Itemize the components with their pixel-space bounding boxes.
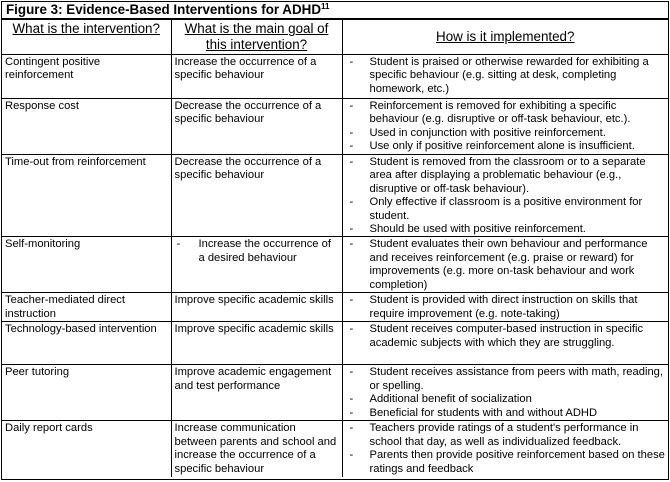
implementation-item: - Reinforcement is removed for exhibiting a specific behaviour (e.g. disruptive or off-task behaviour, etc.). (346, 100, 666, 127)
implementation-list (346, 323, 666, 350)
goal-cell: Decrease the occurrence of a specific behaviour (171, 155, 342, 237)
header-intervention: What is the intervention? (2, 20, 171, 55)
implementation-list (346, 238, 666, 292)
intervention-cell: Time-out from reinforcement (2, 155, 171, 237)
table-row (2, 99, 668, 155)
implementation-list (346, 294, 666, 321)
implementation-item: - Student receives assistance from peers with math, reading, or spelling. (346, 366, 666, 393)
implementation-item: - Student is removed from the classroom or to a separate area after displaying a problematic behaviour (e.g., disruptive or off-task behaviour). (346, 156, 666, 196)
implementation-cell (342, 99, 668, 155)
goal-cell: Increase communication between parents and school and increase the occurrence of a specific behaviour (171, 421, 342, 477)
implementation-list (346, 366, 666, 420)
implementation-item: - Student receives computer-based instruction in specific academic subjects with which they are struggling. (346, 323, 666, 350)
table-row (2, 421, 668, 477)
goal-cell: Increase the occurrence of a specific behaviour (171, 55, 342, 99)
table-row (2, 55, 668, 99)
intervention-cell: Response cost (2, 99, 171, 155)
implementation-item: - Use only if positive reinforcement alone is insufficient. (346, 140, 666, 153)
table-row (2, 365, 668, 421)
implementation-item: - Student is praised or otherwise rewarded for exhibiting a specific behaviour (e.g. sitting at desk, completing homework, etc.) (346, 56, 666, 96)
table-row (2, 155, 668, 237)
table-row (2, 322, 668, 365)
table-row (2, 293, 668, 322)
implementation-list (346, 156, 666, 236)
intervention-cell: Self-monitoring (2, 237, 171, 293)
goal-cell: Improve academic engagement and test performance (171, 365, 342, 421)
implementation-cell (342, 237, 668, 293)
implementation-cell (342, 293, 668, 322)
implementation-item: - Only effective if classroom is a positive environment for student. (346, 196, 666, 223)
intervention-cell: Technology-based intervention (2, 322, 171, 365)
implementation-item: - Student is provided with direct instruction on skills that require improvement (e.g. note-taking) (346, 294, 666, 321)
intervention-cell: Peer tutoring (2, 365, 171, 421)
implementation-list (346, 422, 666, 476)
header-implementation: How is it implemented? (342, 20, 668, 55)
figure-title-text: Figure 3: Evidence-Based Interventions for ADHD (6, 2, 321, 17)
implementation-list (346, 100, 666, 154)
implementation-item: - Beneficial for students with and without ADHD (346, 407, 666, 420)
goal-cell: Improve specific academic skills (171, 293, 342, 322)
table-row (2, 237, 668, 293)
implementation-item: - Parents then provide positive reinforcement based on these ratings and feedback (346, 449, 666, 476)
figure-title-reference: 11 (321, 2, 330, 11)
table-body (2, 55, 668, 477)
interventions-table (2, 19, 668, 477)
implementation-cell (342, 421, 668, 477)
table-header-row (2, 20, 668, 55)
goal-text: Increase the occurrence of a desired behaviour (198, 238, 331, 264)
implementation-cell (342, 365, 668, 421)
implementation-item: - Teachers provide ratings of a student's performance in school that day, as well as individualized feedback. (346, 422, 666, 449)
goal-cell: Improve specific academic skills (171, 322, 342, 365)
dash-bullet-icon: - (176, 238, 181, 251)
implementation-item: - Additional benefit of socialization (346, 393, 666, 406)
header-goal: What is the main goal of this intervention? (171, 20, 342, 55)
implementation-list (346, 56, 666, 96)
implementation-item: - Should be used with positive reinforcement. (346, 223, 666, 236)
intervention-cell: Contingent positive reinforcement (2, 55, 171, 99)
figure-3 (1, 1, 669, 480)
implementation-cell (342, 155, 668, 237)
implementation-cell (342, 322, 668, 365)
figure-title (2, 2, 668, 19)
goal-bullet (175, 238, 339, 265)
intervention-cell: Teacher-mediated direct instruction (2, 293, 171, 322)
goal-cell (171, 237, 342, 293)
goal-cell: Decrease the occurrence of a specific behaviour (171, 99, 342, 155)
intervention-cell: Daily report cards (2, 421, 171, 477)
implementation-cell (342, 55, 668, 99)
implementation-item: - Used in conjunction with positive reinforcement. (346, 127, 666, 140)
implementation-item: - Student evaluates their own behaviour and performance and receives reinforcement (e.g. praise or reward) for improvements (e.g. more on-task behaviour and work completion) (346, 238, 666, 292)
